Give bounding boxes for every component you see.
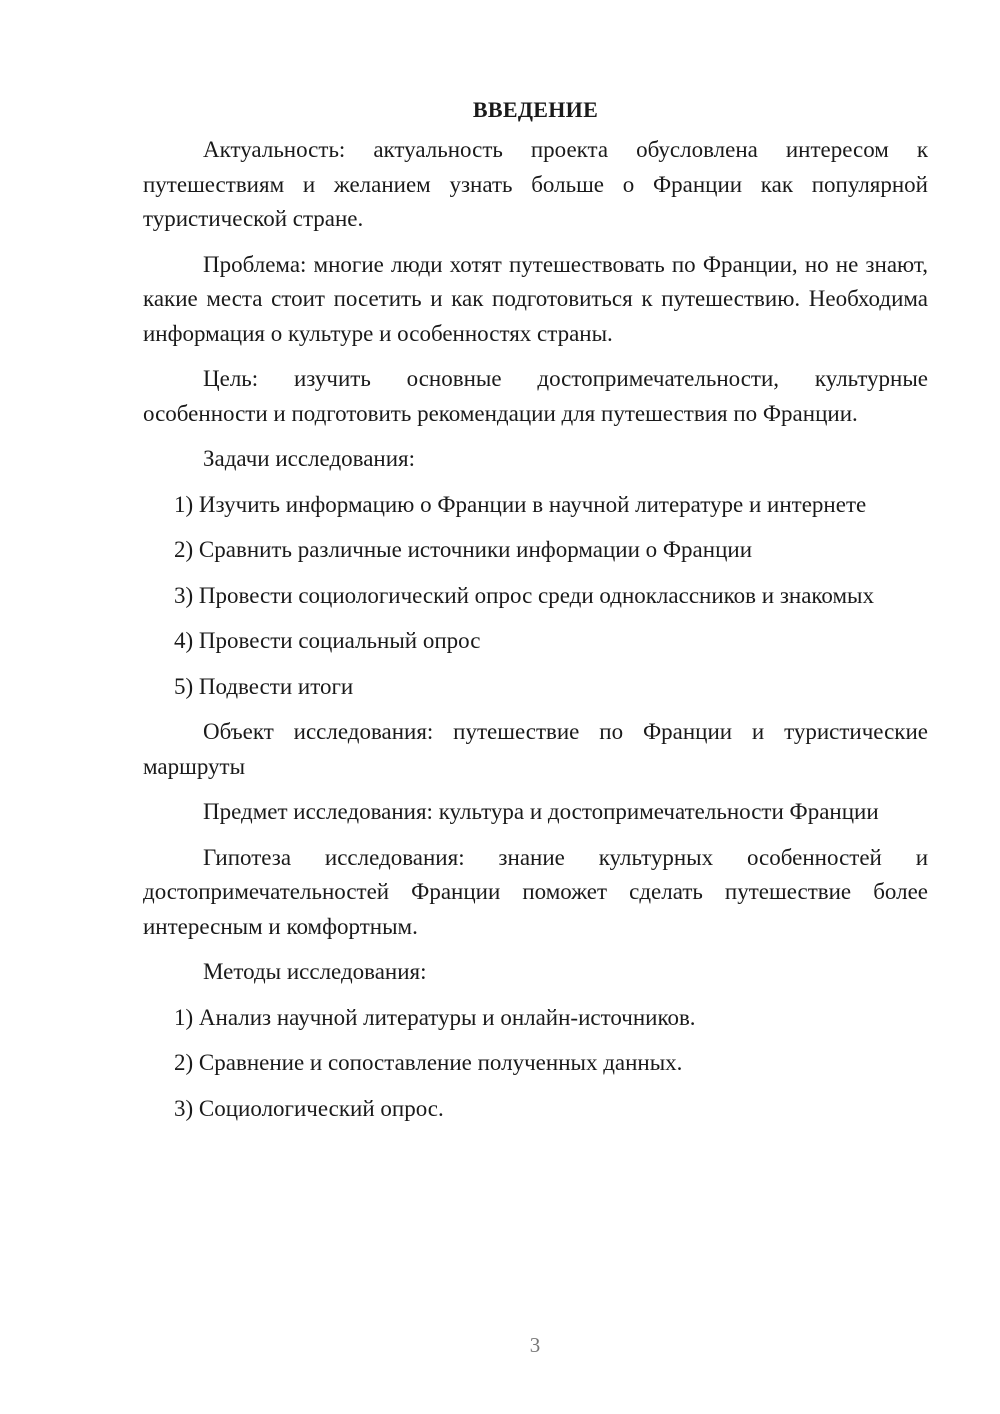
page-content xyxy=(143,93,928,1126)
paragraph-problem: Проблема: многие люди хотят путешествовать по Франции, но не знают, какие места стоит посетить и как подготовиться к путешествию. Необходима информация о культуре и особенностях страны. xyxy=(143,251,928,346)
task-item: 3) Провести социологический опрос среди одноклассников и знакомых xyxy=(174,582,874,608)
task-item: 1) Изучить информацию о Франции в научной литературе и интернете xyxy=(174,491,867,517)
paragraph-goal: Цель: изучить основные достопримечательности, культурные особенности и подготовить рекомендации для путешествия по Франции. xyxy=(143,366,928,426)
paragraph-object: Объект исследования: путешествие по Франции и туристические маршруты xyxy=(143,719,928,779)
methods-heading: Методы исследования: xyxy=(203,959,427,984)
method-item: 1) Анализ научной литературы и онлайн-источников. xyxy=(174,1004,696,1030)
task-item: 5) Подвести итоги xyxy=(174,673,354,699)
paragraph-relevance: Актуальность: актуальность проекта обусловлена интересом к путешествиям и желанием узнать больше о Франции как популярной туристической стране. xyxy=(143,137,928,231)
method-item: 2) Сравнение и сопоставление полученных данных. xyxy=(174,1050,683,1075)
task-item: 4) Провести социальный опрос xyxy=(174,628,481,653)
paragraph-subject: Предмет исследования: культура и достопримечательности Франции xyxy=(203,799,879,824)
section-title: ВВЕДЕНИЕ xyxy=(472,97,599,122)
method-item: 3) Социологический опрос. xyxy=(174,1095,444,1121)
tasks-heading: Задачи исследования: xyxy=(203,446,416,471)
page-number: 3 xyxy=(529,1333,541,1357)
paragraph-hypothesis: Гипотеза исследования: знание культурных особенностей и достопримечательностей Франции поможет сделать путешествие более интересным и комфортным. xyxy=(143,844,928,939)
task-item: 2) Сравнить различные источники информации о Франции xyxy=(174,537,752,562)
